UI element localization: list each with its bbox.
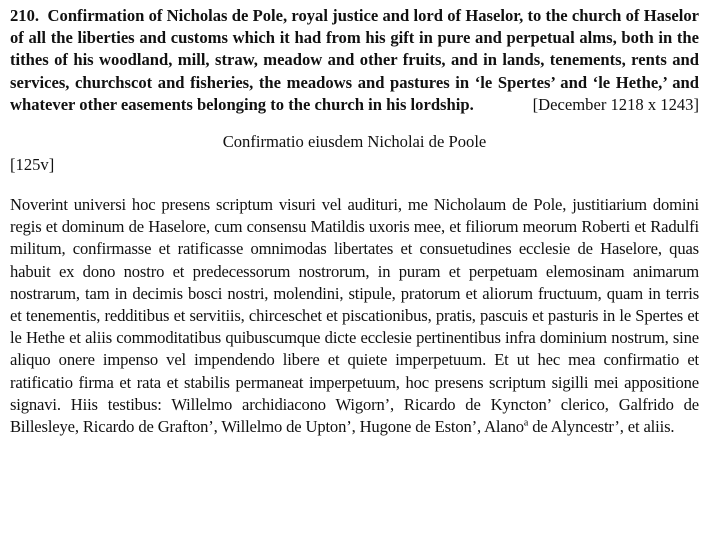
entry-summary: [10, 5, 699, 116]
charter-text-end: de Alyncestr’, et aliis.: [528, 417, 675, 437]
entry-number: 210.: [10, 6, 40, 25]
footnote-marker: a: [523, 417, 529, 429]
rubric: Confirmatio eiusdem Nicholai de Poole: [222, 132, 487, 152]
entry-date: [December 1218 x 1243]: [532, 94, 699, 114]
document-page: [10, 5, 699, 438]
charter-text: [10, 194, 699, 438]
charter-text-main: Noverint universi hoc presens scriptum visuri vel audituri, me Nicholaum de Pole, justitiarium domini regis et dominum de Haselore, cum consensu Matildis uxoris mee, et filiorum meorum Roberti et Radulfi militum, confirmasse et ratificasse omnimodas libertates et consuetudines ecclesie de Haselore, quas habuit ex dono nostro et predecessorum nostrorum, in puram et perpetuam elemosinam animarum nostrarum, tam in decimis bosci nostri, molendini, stipule, pratorum et aliorum fructuum, quam in terris et tenementis, redditibus et servitiis, chirceschet et piscationibus, pratis, pascuis et pasturis in le Spertes et le Hethe et aliis commoditatibus quibuscumque dicte ecclesie pertinentibus infra dominium nostrum, sine aliquo onere impenso vel impendendo libere et quiete imperpetuum. Et ut hec mea confirmatio et ratificatio firma et rata et stabilis permaneat imperpetuum, hoc presens scriptum sigilli mei appositione signavi. Hiis testibus: Willelmo archidiacono Wigorn’, Ricardo de Kyncton’ clerico, Galfrido de Billesleye, Ricardo de Grafton’, Willelmo de Upton’, Hugone de Eston’, Alano: [10, 195, 699, 437]
folio-reference: [125v]: [10, 155, 55, 175]
entry-summary-text: Confirmation of Nicholas de Pole, royal justice and lord of Haselor, to the church of Haselor of all the liberties and customs which it had from his gift in pure and perpetual alms, both in the tithes of his woodland, mill, straw, meadow and other fruits, and in lands, tenements, rents and services, churchscot and fisheries, the meadows and pastures in ‘le Spertes’ and ‘le Hethe,’ and whatever other easements belonging to the church in his lordship.: [10, 6, 699, 114]
